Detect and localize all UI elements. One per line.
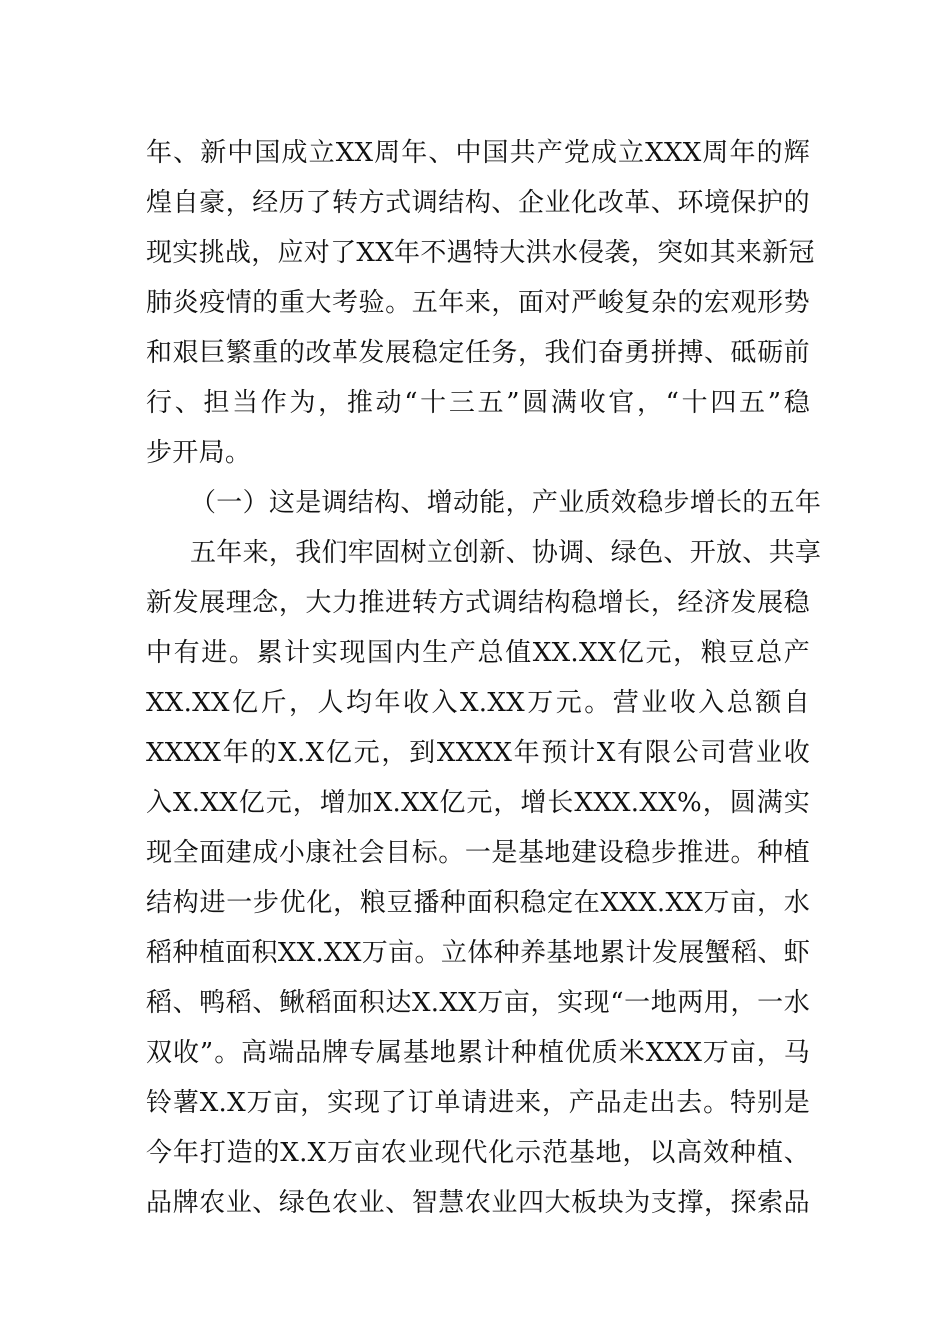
- text-line: 中有进。累计实现国内生产总值XX.XX亿元，粮豆总产: [146, 638, 810, 668]
- text-line: 步开局。: [146, 438, 252, 468]
- text-line: 双收”。高端品牌专属基地累计种植优质米XXX万亩，马: [146, 1038, 810, 1068]
- paragraph-first-line: 五年来，我们牢固树立创新、协调、绿色、开放、共享: [190, 538, 822, 568]
- text-line: 铃薯X.X万亩，实现了订单请进来，产品走出去。特别是: [146, 1088, 810, 1118]
- text-line: 和艰巨繁重的改革发展稳定任务，我们奋勇拼搏、砥砺前: [146, 338, 810, 368]
- text-line: 肺炎疫情的重大考验。五年来，面对严峻复杂的宏观形势: [146, 288, 810, 318]
- text-line: 煌自豪，经历了转方式调结构、企业化改革、环境保护的: [146, 188, 810, 218]
- text-line: 现全面建成小康社会目标。一是基地建设稳步推进。种植: [146, 838, 810, 868]
- text-line: 结构进一步优化，粮豆播种面积稳定在XXX.XX万亩，水: [146, 888, 810, 918]
- text-line: 稻、鸭稻、鳅稻面积达X.XX万亩，实现“一地两用，一水: [146, 988, 810, 1018]
- text-line: 今年打造的X.X万亩农业现代化示范基地，以高效种植、: [146, 1138, 810, 1168]
- text-line: 品牌农业、绿色农业、智慧农业四大板块为支撑，探索品: [146, 1188, 810, 1218]
- text-line: 新发展理念，大力推进转方式调结构稳增长，经济发展稳: [146, 588, 810, 618]
- text-line: XXXX年的X.X亿元，到XXXX年预计X有限公司营业收: [146, 738, 810, 768]
- text-line: 稻种植面积XX.XX万亩。立体种养基地累计发展蟹稻、虾: [146, 938, 810, 968]
- text-line: 行、担当作为，推动“十三五”圆满收官，“十四五”稳: [146, 388, 810, 418]
- text-line: XX.XX亿斤，人均年收入X.XX万元。营业收入总额自: [146, 688, 810, 718]
- section-heading: （一）这是调结构、增动能，产业质效稳步增长的五年: [190, 488, 822, 518]
- text-line: 入X.XX亿元，增加X.XX亿元，增长XXX.XX%，圆满实: [146, 788, 810, 818]
- text-line: 现实挑战，应对了XX年不遇特大洪水侵袭，突如其来新冠: [146, 238, 815, 268]
- text-line: 年、新中国成立XX周年、中国共产党成立XXX周年的辉: [146, 138, 810, 168]
